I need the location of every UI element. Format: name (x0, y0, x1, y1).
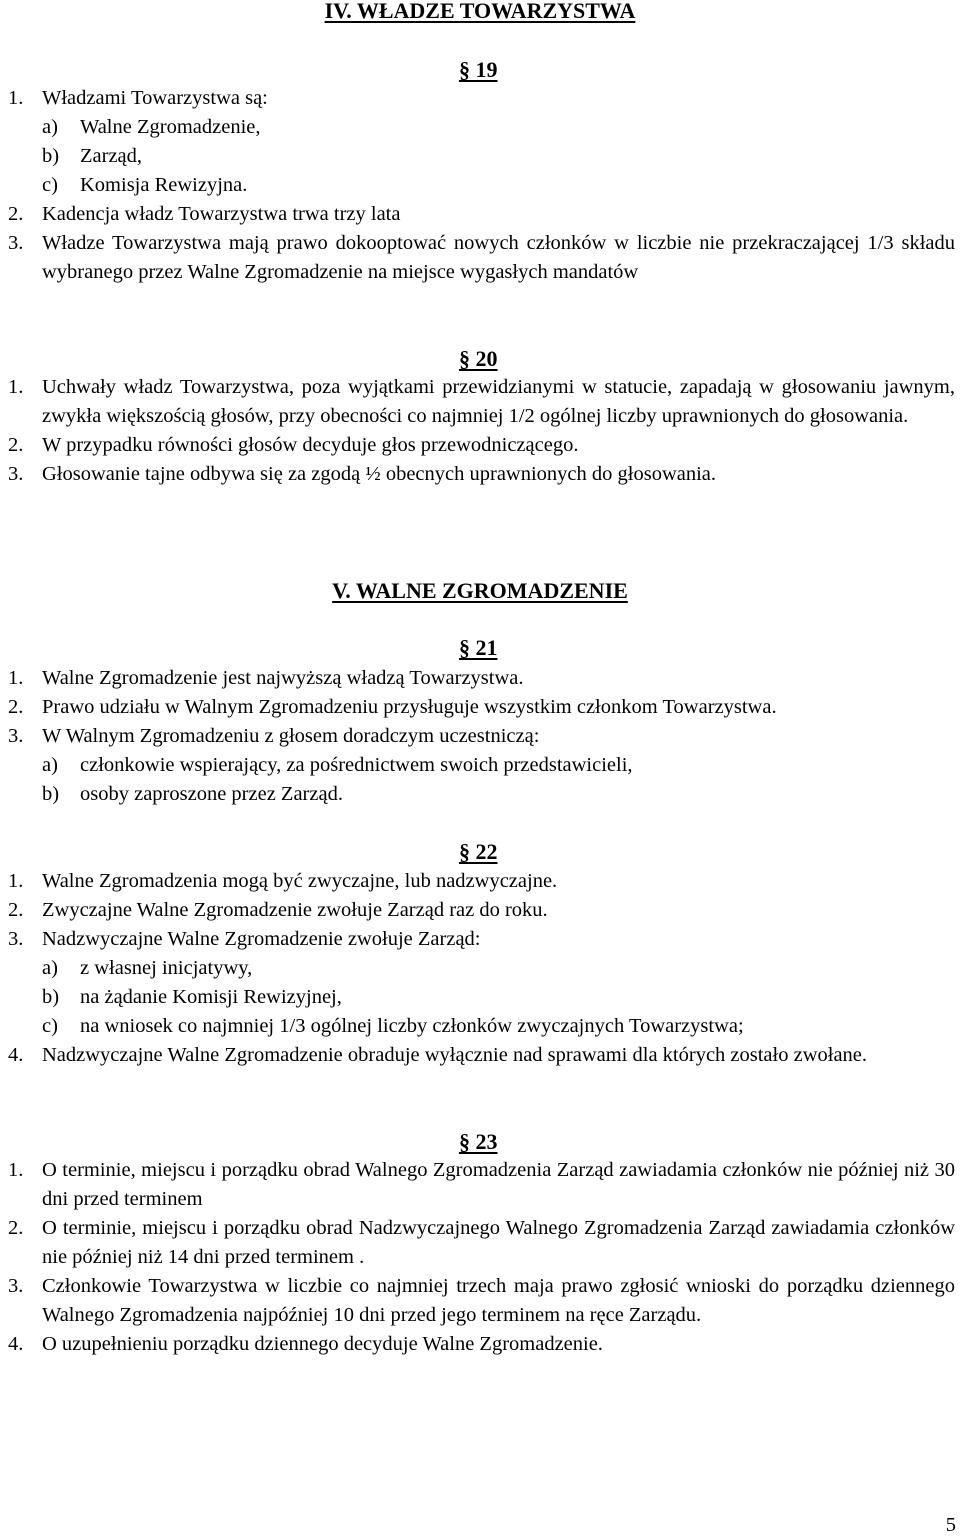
sub-item (0, 142, 960, 171)
list-item (0, 1041, 960, 1070)
item-number: 2. (8, 696, 24, 718)
item-number: 3. (8, 1275, 24, 1297)
item-number: 1. (8, 87, 24, 109)
item-number: 1. (8, 1159, 24, 1181)
sub-item-letter: a) (42, 754, 58, 776)
item-number: 2. (8, 434, 24, 456)
item-number: 2. (8, 1217, 24, 1239)
sub-item-text: Zarząd, (80, 145, 143, 167)
chapter-heading-v: V. WALNE ZGROMADZENIE (332, 578, 628, 603)
sub-item-text: na żądanie Komisji Rewizyjnej, (80, 986, 342, 1008)
paragraph-23-body (0, 1156, 960, 1359)
page-number: 5 (945, 1514, 956, 1536)
item-text: Kadencja władz Towarzystwa trwa trzy lata (42, 203, 401, 225)
sub-item-letter: b) (42, 145, 60, 167)
sub-item-letter: b) (42, 986, 60, 1008)
item-number: 1. (8, 870, 24, 892)
sub-item-letter: c) (42, 1015, 58, 1037)
sub-item (0, 954, 960, 983)
item-text: W przypadku równości głosów decyduje głos przewodniczącego. (42, 434, 579, 456)
item-number: 1. (8, 376, 24, 398)
list-item (0, 431, 960, 460)
paragraph-22-body (0, 867, 960, 1070)
paragraph-20-body (0, 373, 960, 489)
sub-item (0, 780, 960, 809)
sub-item-text: Komisja Rewizyjna. (80, 174, 248, 196)
item-number: 3. (8, 725, 24, 747)
sub-item-text: członkowie wspierający, za pośrednictwem swoich przedstawicieli, (80, 754, 633, 776)
item-text: O terminie, miejscu i porządku obrad Nadzwyczajnego Walnego Zgromadzenia Zarząd zawiadamia członków nie później niż 14 dni przed terminem . (42, 1217, 955, 1268)
paragraph-sign-21: § 21 (459, 635, 498, 660)
paragraph-sign-23: § 23 (459, 1129, 498, 1154)
list-item (0, 867, 960, 896)
list-item (0, 200, 960, 229)
list-item (0, 896, 960, 925)
list-item (0, 1214, 960, 1272)
list-item (0, 84, 960, 113)
item-number: 1. (8, 667, 24, 689)
item-text: Władzami Towarzystwa są: (42, 87, 268, 109)
sub-item (0, 983, 960, 1012)
list-item (0, 373, 960, 431)
item-number: 4. (8, 1333, 24, 1355)
item-number: 3. (8, 928, 24, 950)
paragraph-19-body (0, 84, 960, 287)
item-text: Władze Towarzystwa mają prawo dokooptować nowych członków w liczbie nie przekraczającej 1/3 składu wybranego przez Walne Zgromadzenie na miejsce wygasłych mandatów (42, 232, 955, 283)
sub-item-text: osoby zaproszone przez Zarząd. (80, 783, 343, 805)
list-item (0, 460, 960, 489)
paragraph-sign-19: § 19 (459, 57, 498, 82)
item-number: 3. (8, 232, 24, 254)
list-item (0, 229, 960, 287)
item-text: Zwyczajne Walne Zgromadzenie zwołuje Zarząd raz do roku. (42, 899, 548, 921)
sub-item-letter: b) (42, 783, 60, 805)
item-text: Walne Zgromadzenie jest najwyższą władzą Towarzystwa. (42, 667, 524, 689)
sub-item (0, 113, 960, 142)
paragraph-21-body (0, 664, 960, 809)
list-item (0, 693, 960, 722)
item-text: Nadzwyczajne Walne Zgromadzenie obraduje wyłącznie nad sprawami dla których zostało zwołane. (42, 1044, 868, 1066)
sub-item-letter: a) (42, 957, 58, 979)
list-item (0, 1272, 960, 1330)
list-item (0, 925, 960, 954)
item-text: O uzupełnieniu porządku dziennego decyduje Walne Zgromadzenie. (42, 1333, 603, 1355)
item-text: Nadzwyczajne Walne Zgromadzenie zwołuje Zarząd: (42, 928, 481, 950)
list-item (0, 722, 960, 751)
item-number: 3. (8, 463, 24, 485)
item-number: 4. (8, 1044, 24, 1066)
item-text: Członkowie Towarzystwa w liczbie co najmniej trzech maja prawo zgłosić wnioski do porządku dziennego Walnego Zgromadzenia najpóźniej 10 dni przed jego terminem na ręce Zarządu. (42, 1275, 955, 1326)
item-number: 2. (8, 899, 24, 921)
paragraph-sign-22: § 22 (459, 839, 498, 864)
sub-item (0, 1012, 960, 1041)
sub-item-text: Walne Zgromadzenie, (80, 116, 261, 138)
list-item (0, 1330, 960, 1359)
item-text: Walne Zgromadzenia mogą być zwyczajne, lub nadzwyczajne. (42, 870, 558, 892)
item-text: Głosowanie tajne odbywa się za zgodą ½ obecnych uprawnionych do głosowania. (42, 463, 717, 485)
sub-item-letter: a) (42, 116, 58, 138)
list-item (0, 664, 960, 693)
item-number: 2. (8, 203, 24, 225)
chapter-heading-iv: IV. WŁADZE TOWARZYSTWA (324, 0, 636, 23)
sub-item (0, 751, 960, 780)
paragraph-sign-20: § 20 (459, 346, 498, 371)
item-text: Uchwały władz Towarzystwa, poza wyjątkami przewidzianymi w statucie, zapadają w głosowaniu jawnym, zwykła większością głosów, przy obecności co najmniej 1/2 ogólnej liczby uprawnionych do głosowania. (42, 376, 955, 427)
sub-item (0, 171, 960, 200)
item-text: O terminie, miejscu i porządku obrad Walnego Zgromadzenia Zarząd zawiadamia członków nie później niż 30 dni przed terminem (42, 1159, 955, 1210)
item-text: Prawo udziału w Walnym Zgromadzeniu przysługuje wszystkim członkom Towarzystwa. (42, 696, 777, 718)
sub-item-text: z własnej inicjatywy, (80, 957, 253, 979)
item-text: W Walnym Zgromadzeniu z głosem doradczym uczestniczą: (42, 725, 540, 747)
sub-item-letter: c) (42, 174, 58, 196)
sub-item-text: na wniosek co najmniej 1/3 ogólnej liczby członków zwyczajnych Towarzystwa; (80, 1015, 744, 1037)
list-item (0, 1156, 960, 1214)
